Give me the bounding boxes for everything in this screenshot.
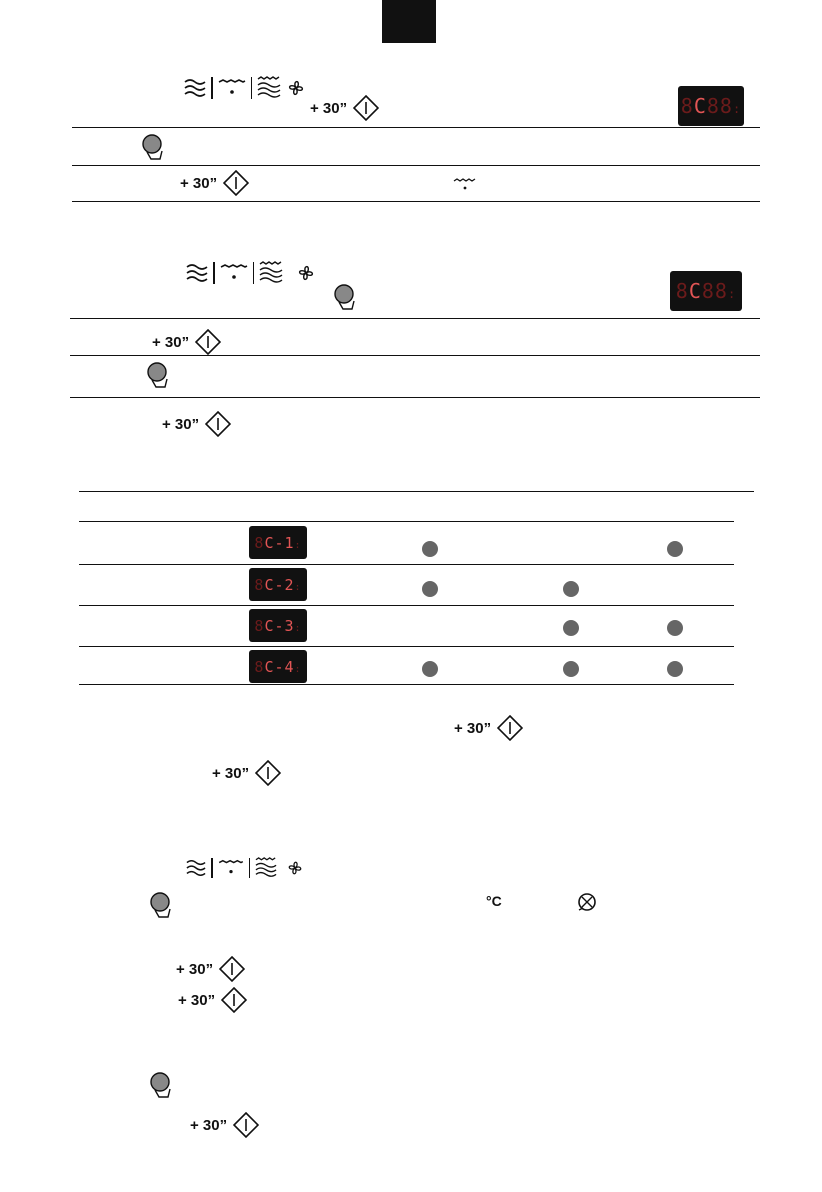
- indicator-dot: [422, 661, 438, 677]
- indicator-dot: [667, 541, 683, 557]
- start-diamond-icon: [205, 411, 231, 437]
- lcd-program-2: 8C-2:: [249, 568, 307, 601]
- indicator-dot: [563, 620, 579, 636]
- start-label: + 30”: [178, 991, 216, 1009]
- start-diamond-icon: [497, 715, 523, 741]
- start-button-ref-6: [212, 760, 281, 786]
- divider: [72, 165, 760, 166]
- start-button-ref-1: [310, 95, 379, 121]
- start-diamond-icon: [223, 170, 249, 196]
- lcd-program-4: 8C-4:: [249, 650, 307, 683]
- start-label: + 30”: [162, 415, 200, 433]
- start-label: + 30”: [212, 764, 250, 782]
- combi-waves-icon: [256, 76, 282, 100]
- rotary-knob-hand-icon: [332, 283, 360, 311]
- start-label: + 30”: [454, 719, 492, 737]
- mode-icons-row-1: [183, 76, 306, 100]
- indicator-dot: [563, 661, 579, 677]
- indicator-dot: [667, 661, 683, 677]
- language-tab: [382, 0, 436, 43]
- grill-icon: [217, 77, 247, 99]
- lcd-display-1: 8C88:: [678, 86, 744, 126]
- microwave-waves-icon: [183, 77, 207, 99]
- rotary-knob-hand-icon: [145, 361, 173, 389]
- grill-icon: [219, 262, 249, 284]
- grill-icon: [217, 858, 245, 878]
- start-label: + 30”: [152, 333, 190, 351]
- divider: [70, 397, 760, 398]
- table-header-rule: [79, 521, 734, 522]
- table-top-rule: [79, 491, 754, 492]
- celsius-label: °C: [486, 893, 502, 909]
- start-diamond-icon: [219, 956, 245, 982]
- start-button-ref-9: [190, 1112, 259, 1138]
- start-diamond-icon: [195, 329, 221, 355]
- start-label: + 30”: [176, 960, 214, 978]
- fan-icon: [286, 78, 306, 98]
- start-button-ref-8: [178, 987, 247, 1013]
- table-bottom-rule: [79, 684, 734, 685]
- lcd-program-1: 8C-1:: [249, 526, 307, 559]
- start-button-ref-3: [152, 329, 221, 355]
- divider: [72, 201, 760, 202]
- rotary-knob-hand-icon: [140, 133, 168, 161]
- divider: [72, 127, 760, 128]
- table-row-rule: [79, 564, 734, 565]
- indicator-dot: [563, 581, 579, 597]
- mode-icons-row-2: [185, 261, 316, 285]
- start-label: + 30”: [190, 1116, 228, 1134]
- lcd-display-2: 8C88:: [670, 271, 742, 311]
- table-row-rule: [79, 646, 734, 647]
- divider: [70, 318, 760, 319]
- divider: [70, 355, 760, 356]
- microwave-waves-icon: [185, 858, 207, 878]
- combi-waves-icon: [258, 261, 284, 285]
- start-button-ref-7: [176, 956, 245, 982]
- indicator-dot: [422, 581, 438, 597]
- lcd-program-3: 8C-3:: [249, 609, 307, 642]
- mode-icons-row-3: [185, 857, 304, 879]
- start-button-ref-4: [162, 411, 231, 437]
- start-button-ref-2: [180, 170, 249, 196]
- indicator-dot: [422, 541, 438, 557]
- indicator-dot: [667, 620, 683, 636]
- fan-icon: [286, 859, 304, 877]
- start-diamond-icon: [221, 987, 247, 1013]
- oven-temp-icon: [575, 890, 599, 914]
- start-label: + 30”: [180, 174, 218, 192]
- start-diamond-icon: [233, 1112, 259, 1138]
- start-diamond-icon: [353, 95, 379, 121]
- microwave-waves-icon: [185, 262, 209, 284]
- start-label: + 30”: [310, 99, 348, 117]
- fan-icon: [296, 263, 316, 283]
- rotary-knob-hand-icon: [148, 891, 176, 919]
- start-diamond-icon: [255, 760, 281, 786]
- combi-waves-icon: [254, 857, 278, 879]
- rotary-knob-hand-icon: [148, 1071, 176, 1099]
- table-row-rule: [79, 605, 734, 606]
- start-button-ref-5: [454, 715, 523, 741]
- grill-icon-small: [452, 178, 478, 192]
